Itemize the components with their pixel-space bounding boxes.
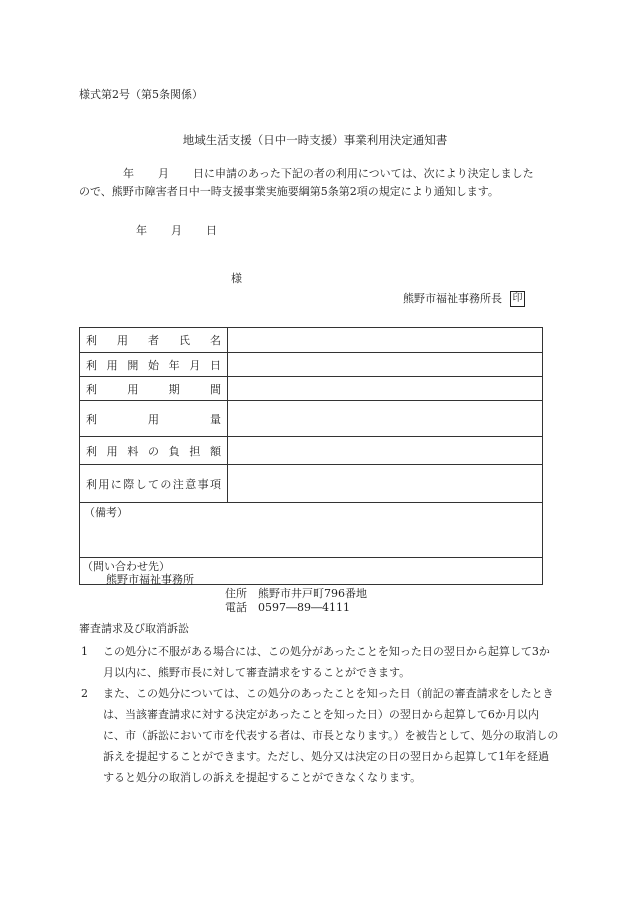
intro-year: 年 [123,167,134,180]
row-value-period [228,377,542,400]
appeal-item-text: この処分に不服がある場合には、この処分があったことを知った日の翌日から起算して3か月以内に、熊野市長に対して審査請求をすることができます。 [103,645,550,679]
issue-year: 年 [136,224,147,237]
issue-date [136,222,217,238]
intro-line2: ので、熊野市障害者日中一時支援事業実施要綱第5条第2項の規定により通知します。 [79,185,499,198]
issue-day: 日 [206,224,217,237]
row-value-start-date [228,353,542,376]
inquiry-address: 住所 熊野市井戸町796番地 [225,587,367,600]
row-label-fee: 利用料の負担額 [86,444,221,458]
row-label-name: 利用者氏名 [86,334,221,347]
appeal-item-text: また、この処分については、この処分のあったことを知った日（前記の審査請求をしたときは、当該審査請求に対する決定があったことを知った日）の翌日から起算して6か月以内に、市（訴訟において市を代表する者は、市長となります。）を被告として、処分の取消しの訴えを提起することができます。ただし、処分又は決定の日の翌日から起算して1年を経過すると処分の取消しの訴えを提起することができなくなります。 [103,687,559,784]
table-row [80,401,542,437]
issue-month: 月 [171,224,182,237]
sender [403,290,525,307]
table-row [80,377,542,401]
table-row [80,465,542,503]
intro-month: 月 [158,167,169,180]
row-value-name [228,328,542,352]
remarks-label: （備考） [84,506,128,519]
inquiry-phone: 電話 0597―89―4111 [225,601,350,614]
row-value-fee [228,437,542,464]
table-row [80,353,542,377]
table-row [80,328,542,353]
appeal-item-number: 1 [81,645,88,658]
document-title: 地域生活支援（日中一時支援）事業利用決定通知書 [182,133,448,147]
row-label-start-date: 利用開始年月日 [86,358,221,372]
appeal-item-number: 2 [81,687,88,700]
intro-text [79,165,559,201]
appeal-item [79,683,559,788]
table-row [80,437,542,465]
decision-table [79,327,543,585]
form-number: 様式第2号（第5条関係） [79,88,203,101]
row-label-notes: 利用に際しての注意事項 [86,477,221,491]
sender-name: 熊野市福祉事務所長 [403,292,502,305]
appeal-title: 審査請求及び取消訴訟 [79,622,189,635]
row-label-amount: 利用量 [86,412,221,426]
inquiry-office: 熊野市福祉事務所 [106,573,194,586]
remarks-row [80,503,542,558]
row-value-amount [228,401,542,436]
seal-mark: 印 [510,291,525,307]
appeal-item [79,641,559,683]
row-label-period: 利用期間 [86,382,221,396]
addressee-suffix: 様 [231,272,242,285]
inquiry-label: （問い合わせ先） [82,560,170,573]
intro-day-text: 日に申請のあった下記の者の利用については、次により決定しました [193,167,534,180]
row-value-notes [228,465,542,502]
